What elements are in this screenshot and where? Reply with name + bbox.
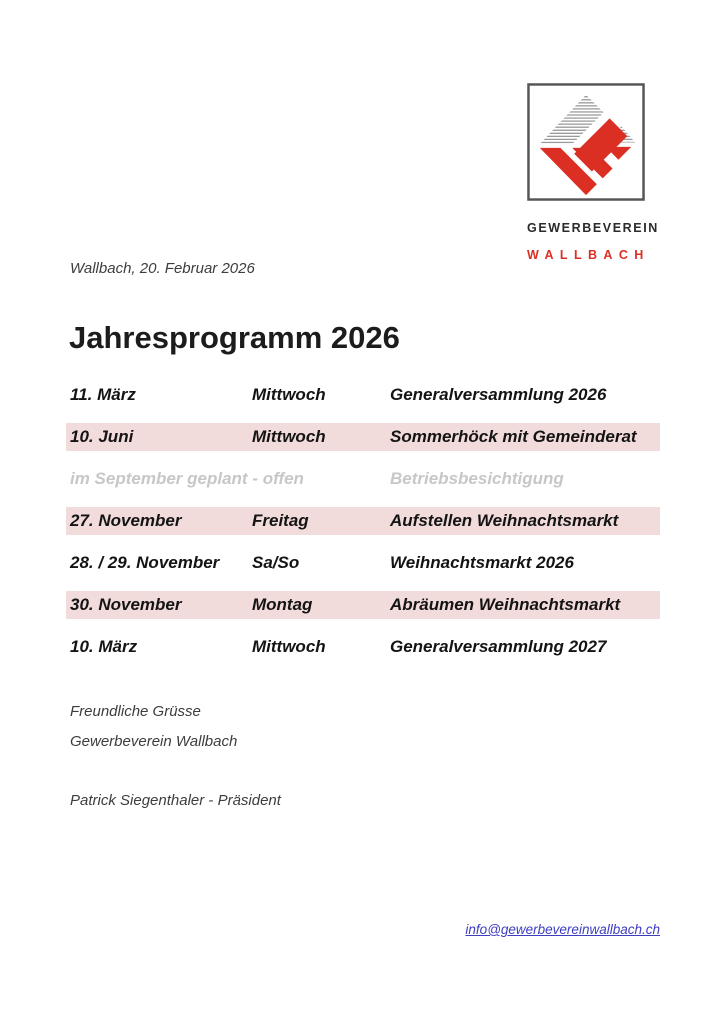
page-title: Jahresprogramm 2026 [69, 320, 400, 355]
event-day: Freitag [252, 511, 309, 530]
event-title: Betriebsbesichtigung [390, 469, 564, 488]
schedule-table [66, 381, 660, 675]
event-title: Weihnachtsmarkt 2026 [390, 553, 574, 572]
table-row [66, 549, 660, 577]
event-title: Aufstellen Weihnachtsmarkt [390, 511, 619, 530]
event-date: im September geplant - offen [70, 469, 304, 488]
gewerbeverein-diamond-logo-icon [527, 83, 645, 201]
closing-sender: Gewerbeverein Wallbach [70, 733, 238, 750]
table-row [66, 465, 660, 493]
email-link[interactable]: info@gewerbevereinwallbach.ch [465, 922, 660, 937]
logo-org-name: GEWERBEVEREIN [527, 221, 659, 235]
table-row [66, 507, 660, 535]
event-day: Mittwoch [252, 385, 326, 404]
event-date: 30. November [70, 595, 182, 614]
table-row [66, 591, 660, 619]
event-date: 28. / 29. November [70, 553, 220, 572]
event-title: Abräumen Weihnachtsmarkt [390, 595, 621, 614]
footer [465, 922, 660, 937]
letter-date-line: Wallbach, 20. Februar 2026 [70, 260, 255, 277]
signature-line: Patrick Siegenthaler - Präsident [70, 792, 281, 809]
table-row [66, 633, 660, 661]
event-date: 11. März [70, 385, 136, 404]
event-title: Sommerhöck mit Gemeinderat [390, 427, 637, 446]
event-date: 27. November [70, 511, 182, 530]
event-day: Sa/So [252, 553, 300, 572]
event-day: Mittwoch [252, 427, 326, 446]
logo-block [527, 83, 659, 262]
event-day: Montag [252, 595, 313, 614]
table-row [66, 423, 660, 451]
table-row [66, 381, 660, 409]
event-date: 10. März [70, 637, 138, 656]
closing-greeting: Freundliche Grüsse [70, 703, 201, 720]
event-title: Generalversammlung 2027 [390, 637, 607, 656]
event-day: Mittwoch [252, 637, 326, 656]
event-title: Generalversammlung 2026 [390, 385, 607, 404]
logo-org-place: WALLBACH [527, 248, 650, 262]
event-date: 10. Juni [70, 427, 134, 446]
